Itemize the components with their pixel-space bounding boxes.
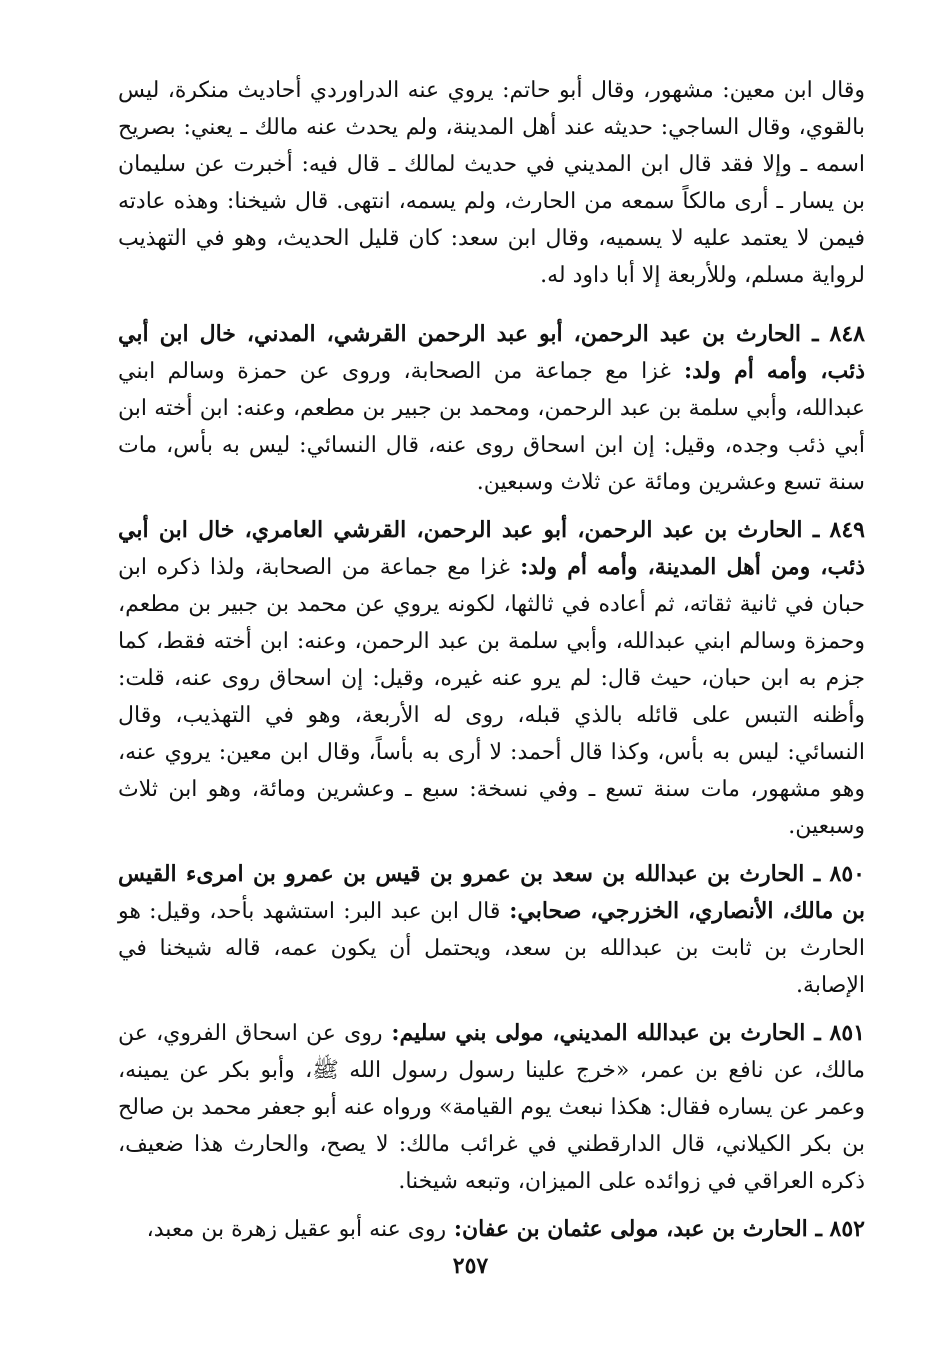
entry-852	[118, 1211, 865, 1248]
entry-body: روى عنه أبو عقيل زهرة بن معبد،	[146, 1217, 447, 1242]
entry-body: روى عن اسحاق الفروي، عن مالك، عن نافع بن عمر، «خرج علينا رسول رسول الله ﷺ، وأبو بكر عن يمينه، وعمر عن يساره فقال: هكذا نبعث يوم القيامة» ورواه عنه أبو جعفر محمد بن صالح بن بكر الكيلاني، قال الدارقطني في غرائب مالك: لا يصح، والحارث هذا ضعيف، ذكره العراقي في زوائده على الميزان، وتبعه شيخنا.	[118, 1021, 865, 1194]
entry-heading: ٨٤٩ ـ الحارث بن عبد الرحمن، أبو عبد الرحمن، القرشي العامري، خال ابن أبي ذئب، ومن أهل المدينة، وأمه أم ولد:	[118, 517, 865, 580]
entry-heading: ٨٥١ ـ الحارث بن عبدالله المديني، مولى بني سليم:	[382, 1020, 865, 1046]
entry-heading: ٨٤٨ ـ الحارث بن عبد الرحمن، أبو عبد الرحمن القرشي، المدني، خال ابن أبي ذئب، وأمه أم ولد:	[118, 321, 865, 384]
entry-body: غزا مع جماعة من الصحابة، وروى عن حمزة وسالم ابني عبدالله، وأبي سلمة بن عبد الرحمن، ومحمد بن جبير بن مطعم، وعنه: ابن أخته ابن أبي ذئب وجده، وقيل: إن ابن اسحاق روى عنه، قال النسائي: ليس به بأس، مات سنة تسع وعشرين ومائة عن ثلاث وسبعين.	[118, 359, 865, 495]
entry-body: قال ابن عبد البر: استشهد بأحد، وقيل: هو الحارث بن ثابت بن عبدالله بن سعد، ويحتمل أن يكون عمه، قاله شيخنا في الإصابة.	[118, 899, 865, 998]
entry-body: وقال ابن معين: مشهور، وقال أبو حاتم: يروي عنه الدراوردي أحاديث منكرة، ليس بالقوي، وقال الساجي: حديثه عند أهل المدينة، ولم يحدث عنه مالك ـ يعني: بصريح اسمه ـ وإلا فقد قال ابن المديني في حديث لمالك ـ قال فيه: أخبرت عن سليمان بن يسار ـ أرى مالكاً سمعه من الحارث، ولم يسمه، انتهى. قال شيخنا: وهذه عادته فيمن لا يعتمد عليه لا يسميه، وقال ابن سعد: كان قليل الحديث، وهو في التهذيب لرواية مسلم، وللأربعة إلا أبا داود له.	[118, 78, 865, 288]
entry-849	[118, 512, 865, 845]
entry-850	[118, 856, 865, 1004]
paragraph-continuation	[118, 72, 865, 294]
entry-851	[118, 1015, 865, 1200]
text-block	[118, 72, 865, 1248]
entry-heading: ٨٥٢ ـ الحارث بن عبد، مولى عثمان بن عفان:	[446, 1216, 865, 1242]
entry-body: غزا مع جماعة من الصحابة، ولذا ذكره ابن حبان في ثانية ثقاته، ثم أعاده في ثالثها، لكونه يروي عن محمد بن جبير بن مطعم، وحمزة وسالم ابني عبدالله، وأبي سلمة بن عبد الرحمن، وعنه: ابن أخته فقط، كما جزم به ابن حبان، حيث قال: لم يرو عنه غيره، وقيل: إن اسحاق روى عنه، قلت: وأظنه التبس على قائله بالذي قبله، روى له الأربعة، وهو في التهذيب، وقال النسائي: ليس به بأس، وكذا قال أحمد: لا أرى به بأساً، وقال ابن معين: يروي عنه، وهو مشهور، مات سنة تسع ـ وفي نسخة: سبع ـ وعشرين ومائة، وهو ابن ثلاث وسبعين.	[118, 555, 865, 839]
page-number: ٢٥٧	[452, 1253, 489, 1279]
entry-heading: ٨٥٠ ـ الحارث بن عبدالله بن سعد بن عمرو بن قيس بن عمرو بن امرىء القيس بن مالك، الأنصاري، الخزرجي، صحابي:	[118, 861, 865, 924]
entry-848	[118, 316, 865, 501]
